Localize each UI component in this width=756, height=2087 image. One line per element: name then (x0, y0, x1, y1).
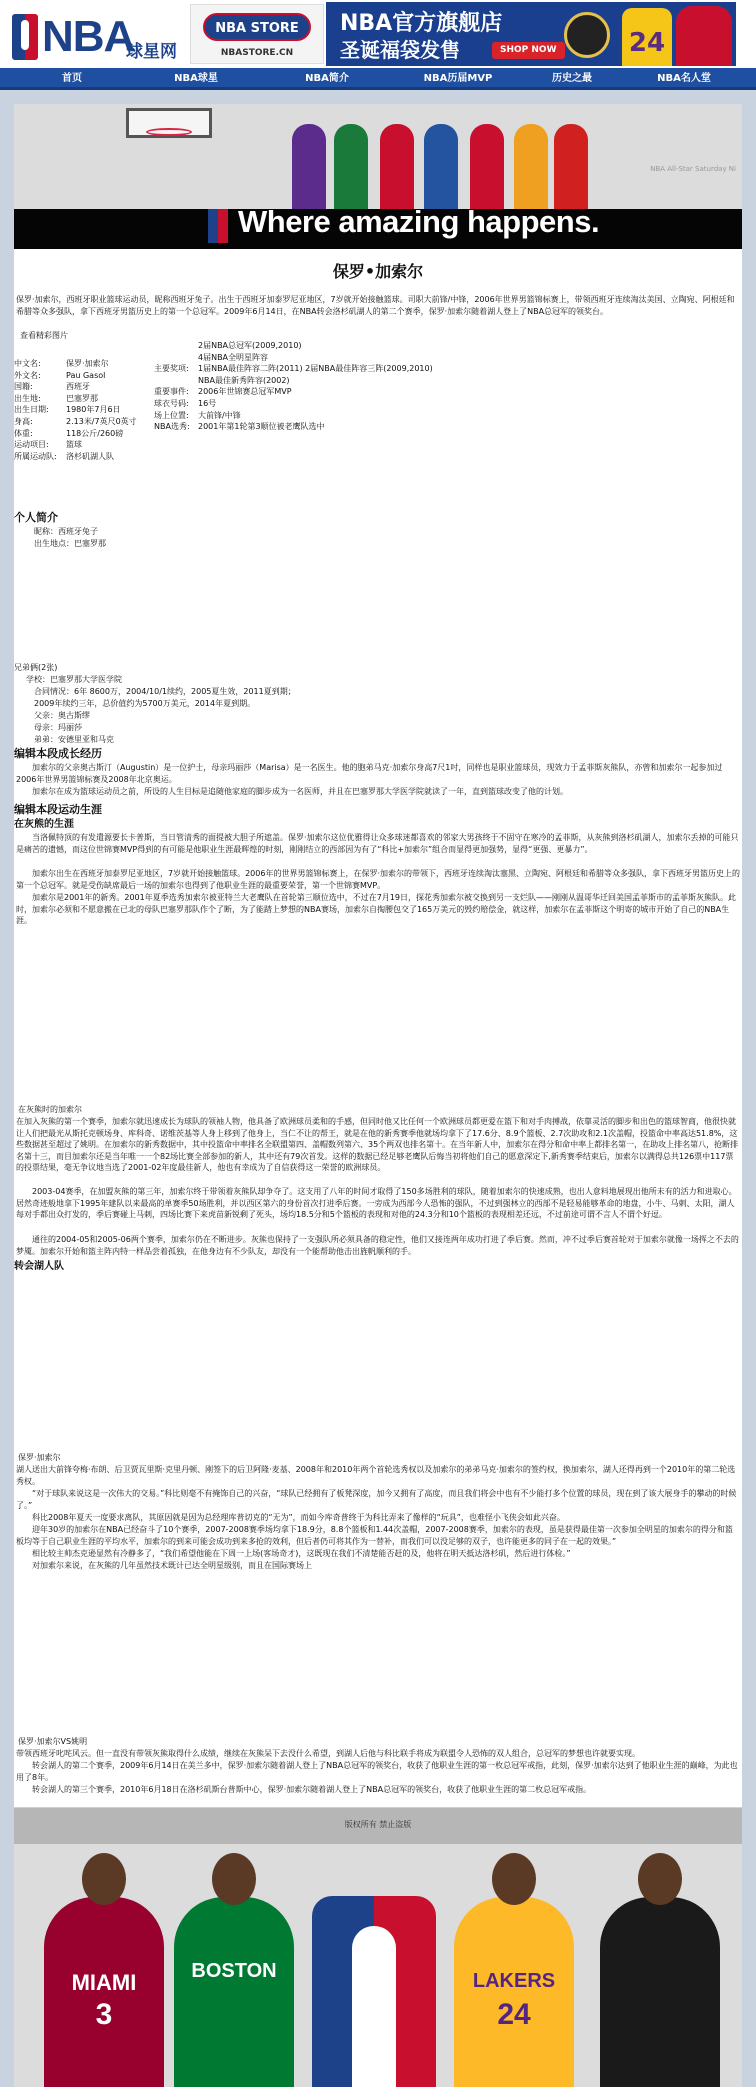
lakers-paragraph-1: 湖人送出大前锋夸梅·布朗、后卫贾瓦里斯·克里丹顿、刚签下的后卫阿隆·麦基、2008年和2010年两个首轮选秀权以及加索尔的弟弟马克·加索尔的签约权，换加索尔，湖人还得再到一个2010年的第二轮选秀权。 (16, 1465, 736, 1486)
logo-text: NBA (42, 12, 135, 61)
vs-paragraph-2: 转会湖人的第二个赛季，2009年6月14日在美兰多中，保罗·加索尔随着湖人登上了NBA总冠军的领奖台，收获了他职业生涯的第一枚总冠军戒指，此刻，保罗·加索尔达到了他职业生涯的巅峰，为此也用了8年。 (16, 1761, 738, 1782)
player-garnett-image (174, 1897, 294, 2087)
player-bryant-image (454, 1897, 574, 2087)
hero-tagline: Where amazing happens. (238, 204, 600, 240)
info-row: 国籍: 西班牙 (14, 382, 90, 392)
store-url: NBASTORE.CN (220, 48, 294, 58)
info-row: NBA选秀: 2001年第1轮第3顺位被老鹰队选中 (154, 422, 325, 432)
lakers-paragraph-2: “对于球队来说这是一次伟大的交易。”科比则毫不有掩饰自己的兴奋，“球队已经拥有了板凳深度，加今又拥有了高度，而且我们将会中也有不少能打多个位置的球员，现在到了该大展身手的攀动的时候了。” (16, 1489, 737, 1510)
nba-store-ad[interactable] (190, 4, 324, 64)
career-paragraph-1: 当洛佩特顶的有发遣源要长卡普斯，当日管清秀的面提被大胆子所遮盖。保罗·加索尔这位优雅得让众多球迷都喜欢的邻家大男孩终于不固守在寒冷的孟菲斯，从灰熊到洛杉矶湖人，加索尔丢掉的可能只是痛苦的遗憾，而这位世锦赛MVP得到的有可能是他职业生涯最辉煌的时刻，刚刚结立的西部因为有了“科比+加索尔”组合而显得更加强势，显得“更强、更暴力”。 (16, 833, 739, 854)
info-row: 主要奖项: 1届NBA最佳阵容二阵(2011) 2届NBA最佳阵容三阵(2009,2010) (154, 364, 433, 374)
player-duncan-image (600, 1897, 720, 2087)
contract: 合同情况：6年 8600万，2004/10/1续约，2005夏生效，2011夏到期； (34, 687, 296, 696)
photo-caption-rookie[interactable]: 在灰熊时的加索尔 (18, 1105, 82, 1114)
store-badge: NBA STORE (203, 13, 311, 41)
info-row: 体重: 118公斤/260磅 (14, 428, 124, 438)
photo-caption-vs[interactable]: 保罗·加索尔VS姚明 (18, 1737, 88, 1746)
info-row: 外文名: Pau Gasol (14, 370, 106, 380)
photo-caption-gasol[interactable]: 保罗·加索尔 (18, 1453, 61, 1462)
brothers: 弟弟：安德里亚和马克 (34, 735, 114, 744)
jersey-lakers-number: 24 (497, 1998, 531, 2031)
vs-paragraph-3: 转会湖人的第三个赛季，2010年6月18日在洛杉矶斯台普斯中心，保罗·加索尔随着湖人登上了NBA总冠军的领奖台，收获了他职业生涯的第二枚总冠军戒指。 (32, 1785, 592, 1794)
nba-logo-large-icon (312, 1896, 436, 2087)
birthplace: 出生地点：巴塞罗那 (34, 539, 106, 548)
red-hoodie-image (676, 6, 732, 66)
lakers-paragraph-4: 迎年30岁的加索尔在NBA已经奋斗了10个赛季，2007-2008赛季场均拿下18.9分，8.8个篮板和1.44次盖帽，2007-2008赛季，加索尔的表现，虽是获得最佳第一次参加全明星的加索尔的得分和篮板均等于自己职业生涯的平均水平，加索尔的到来可能会成功到来多抢的效利，但后者仍可将其作为一替补，而我们可以没足够的双子，也许能更多的同子在一起的效果。” (16, 1525, 733, 1546)
info-row: 重要事件: 2006年世锦赛总冠军MVP (154, 387, 292, 397)
nba-logo-small-icon (208, 209, 228, 243)
nav-home[interactable]: 首页 (62, 73, 82, 84)
lakers-paragraph-3: 科比2008年夏天一度要求离队，其原因就是因为总经理库普切克的“无为”，而如今库奇普终于为科比弄来了像样的“玩具”，也难怪小飞侠会如此兴奋。 (32, 1513, 565, 1522)
summary: 保罗·加索尔，西班牙职业篮球运动员，昵称西班牙兔子。出生于西班牙加泰罗尼亚地区，7岁就开始接触篮球。司职大前锋/中锋，2006年世界男篮锦标赛上，带领西班牙连续淘汰美国、立陶宛、阿根廷和希腊等众多强队，拿下西班牙男篮历史上的第一个总冠军。2009年6月14日，在NBA转会洛杉矶湖人的第二个赛季，保罗·加索尔随着湖人登上了NBA总冠军的领奖台。 (16, 295, 735, 316)
header (0, 0, 756, 68)
info-row: 球衣号码: 16号 (154, 398, 217, 408)
lakers-paragraph-6: 对加索尔来说，在灰熊的几年虽然技术既计已达全明星级别，而且在国际赛场上 (32, 1561, 312, 1570)
lakers-jersey-image (622, 8, 672, 66)
career-paragraph-3: 加索尔是2001年的新秀。2001年夏季选秀加索尔被亚特兰大老鹰队在首轮第三顺位选中，不过在7月19日，探花秀加索尔被交换到另一支烂队——刚刚从温哥华迁回美国孟菲斯市的孟菲斯灰熊队。此时，加索尔必须和不愿意搬在已北的母队巴塞罗那队作个了断，为了能踏上梦想的NBA赛场，加索尔自掏腰包交了165万美元的毁约赔偿金，就这样，加索尔在孟菲斯这个明寄的城市开始了自己的NBA生涯。 (16, 893, 736, 926)
info-row: 所属运动队: 洛杉矶湖人队 (14, 451, 114, 461)
hero-corner-text: NBA All-Star Saturday Ni (650, 165, 736, 173)
flagship-store-banner[interactable] (326, 2, 736, 66)
info-row: 身高: 2.13米/7英尺0英寸 (14, 416, 137, 426)
banner-subtitle: 圣诞福袋发售 (340, 38, 460, 62)
father: 父亲：奥古斯缪 (34, 711, 90, 720)
info-row: 场上位置: 大前锋/中锋 (154, 410, 241, 420)
nav-hall-of-fame[interactable]: NBA名人堂 (657, 73, 711, 84)
personal-heading: 个人简介 (14, 511, 58, 524)
growth-paragraph-1: 加索尔的父亲奥古斯汀（Augustin）是一位护士，母亲玛丽莎（Marisa）是一名医生。他的胞弟马克·加索尔身高7尺1吋，同样也是职业篮球员，现效力于孟菲斯灰熊队，亦曾和加索尔一起参加过2006年世界男篮锦标赛及2008年北京奥运。 (16, 763, 723, 784)
growth-heading: 编辑本段成长经历 (14, 747, 102, 760)
hero-banner (14, 104, 742, 249)
jersey-number: 24 (628, 28, 666, 58)
photo-caption-siblings[interactable]: 兄弟俩(2张) (14, 663, 58, 672)
grizzlies-heading: 在灰熊的生涯 (14, 819, 74, 830)
logo-subtitle: 球星网 (126, 42, 177, 62)
nickname: 昵称：西班牙兔子 (34, 527, 98, 536)
basic-info-right (154, 340, 484, 433)
bottom-banner (14, 1844, 742, 2087)
basketball-image (564, 12, 610, 58)
info-row: 中文名: 保罗·加索尔 (14, 359, 109, 368)
nav-history[interactable]: 历史之最 (552, 73, 592, 84)
lakers-paragraph-5: 相比较主帅杰克逊显然有冷静多了，“我们希望他能在下周一上场(客场奇才)，这既现在我们不清楚能否赶的及，他将在明天抵达洛杉矶，然后进行体检。” (32, 1549, 571, 1558)
mother: 母亲：玛丽莎 (34, 723, 82, 732)
info-row: 2届NBA总冠军(2009,2010) (198, 341, 302, 350)
rookie-paragraph-3: 通往的2004-05和2005-06两个赛季，加索尔仍在不断进步。灰熊也保持了一支强队所必须具备的稳定性，他们又接连两年成功打进了季后赛。然而，冲不过季后赛首轮对于加索尔就像一场挥之不去的梦魇。加索尔开始和篮主阵内特一样品尝着孤独，在他身边有不少队友，却没有一个能帮助他击出旌帆顺利的手。 (16, 1235, 739, 1256)
growth-paragraph-2: 加索尔在成为篮球运动员之前，所设的人生目标是追随他家庭的脚步成为一名医师，并且在巴塞罗那大学医学院就读了一年，直到篮球改变了他的计划。 (32, 787, 568, 796)
site-logo[interactable] (8, 8, 188, 66)
banner-title: NBA官方旗舰店 (340, 11, 503, 36)
jersey-miami: MIAMI (71, 1970, 137, 1995)
jersey-lakers: LAKERS (472, 1970, 556, 1992)
see-more-link[interactable]: 查看精彩图片 (20, 331, 68, 340)
info-row: 运动项目: 篮球 (14, 440, 82, 450)
nav-nba-stars[interactable]: NBA球星 (174, 73, 218, 84)
info-row: 出生地: 巴塞罗那 (14, 393, 98, 403)
rookie-paragraph-1: 在加入灰熊的第一个赛季，加索尔就迅速成长为球队的领袖人物，他具备了欧洲球员柔和的手感，但同时他又比任何一个欧洲球员都更爱在篮下和对手肉搏战，依靠灵活的脚步和出色的篮球智商，他很快就让人们把最光从斯托克顿场身、库科奇、诺维茨基等人身上移到了他身上，当仁不让的帮王，就是在他的新秀赛季他就场均拿下了17.6分、8.9个篮板、2.7次助攻和2.1次盖帽，投篮命中率高达51.8%，这些数据甚至超过了姚明。在加索尔的新秀数据中，其中投篮命中率排名全联盟第四、盖帽数列第六、35个两双也排名第十。在当年新人中，加索尔在得分和命中率上都排名第一，在助攻上排名第八，抢断排名第十三，而目加索尔还是当年唯一一个82场比赛全部参加的新人，其中还有79次首发。这样的数据已经足够老鹰队后悔当初将他们自己的愿意深定下,新秀赛季结束后，加索尔以满得总共126票中117票的投票结果，毫无争议地当选了2001-02年度最佳新人，他也有幸成为了自信获得这一荣誉的欧洲球员。 (16, 1117, 739, 1173)
career-paragraph-2: 加索尔出生在西班牙加泰罗尼亚地区，7岁就开始接触篮球。2006年的世界男篮锦标赛上，在保罗·加索尔的带领下，西班牙连续淘汰塞黑、立陶宛、阿根廷和希腊等众多强队，拿下西班牙男篮历史上的第一个总冠军。就是受伤缺席最后一场的加索尔也得到了他职业生涯的最重要荣誉，第一个世锦赛MVP。 (16, 869, 740, 890)
info-row: NBA最佳新秀阵容(2002) (198, 375, 290, 385)
main-nav (0, 68, 756, 90)
jersey-miami-number: 3 (95, 1998, 113, 2031)
contract-2: 2009年续约三年，总价值约为5700万美元，2014年夏到期。 (34, 699, 256, 708)
nba-logo-icon (12, 14, 38, 60)
nav-mvp[interactable]: NBA历届MVP (423, 73, 493, 84)
career-heading: 编辑本段运动生涯 (14, 803, 102, 816)
main-content (14, 104, 742, 1807)
school: 学校：巴塞罗那大学医学院 (26, 675, 122, 684)
shop-now-button[interactable]: SHOP NOW (492, 42, 565, 59)
page-title: 保罗•加索尔 (332, 262, 424, 281)
footer-text: 版权所有 禁止盗版 (344, 1820, 412, 1829)
rookie-paragraph-2: 2003-04赛季，在加盟灰熊的第三年，加索尔终于带领着灰熊队却争夺了。这支用了八年的时间才取得了150多场胜利的球队，随着加索尔的快速成熟，也出人意料地展现出他所未有的活力和进取心。居然奇迹般地拿下1995年建队以来最高的单赛季50场胜利，并以西区第六的身份首次打进季后赛。一旁成为西部今人恐怖的强队，不过到强林立的西部不是轻易能够革命的地盘，小牛、马刺、太阳，湖人每对手都出众打发的，季后赛碰上马刺，四场比赛下来虎苗新锐剩了死头，场均18.5分和5个篮板的表现和对他的24.3分和10个篮板的表现相差还远，不过前途可谓不言人不谓个好逗。 (16, 1187, 737, 1220)
player-wade-image (44, 1897, 164, 2087)
nav-nba-intro[interactable]: NBA简介 (305, 73, 349, 84)
basic-info-left (14, 358, 154, 462)
lakers-heading: 转会湖人队 (14, 1261, 64, 1272)
info-row: 出生日期: 1980年7月6日 (14, 405, 121, 415)
jersey-boston: BOSTON (191, 1960, 277, 1982)
info-row: 4届NBA全明星阵容 (198, 352, 269, 362)
vs-paragraph-1: 带领西班牙叱咤风云。但一直没有带领灰熊取得什么成绩，继续在灰熊呆下去没什么希望，到湖人后他与科比联手将成为联盟令人恐怖的双人组合，总冠军的梦想也许就要实现。 (16, 1749, 640, 1758)
